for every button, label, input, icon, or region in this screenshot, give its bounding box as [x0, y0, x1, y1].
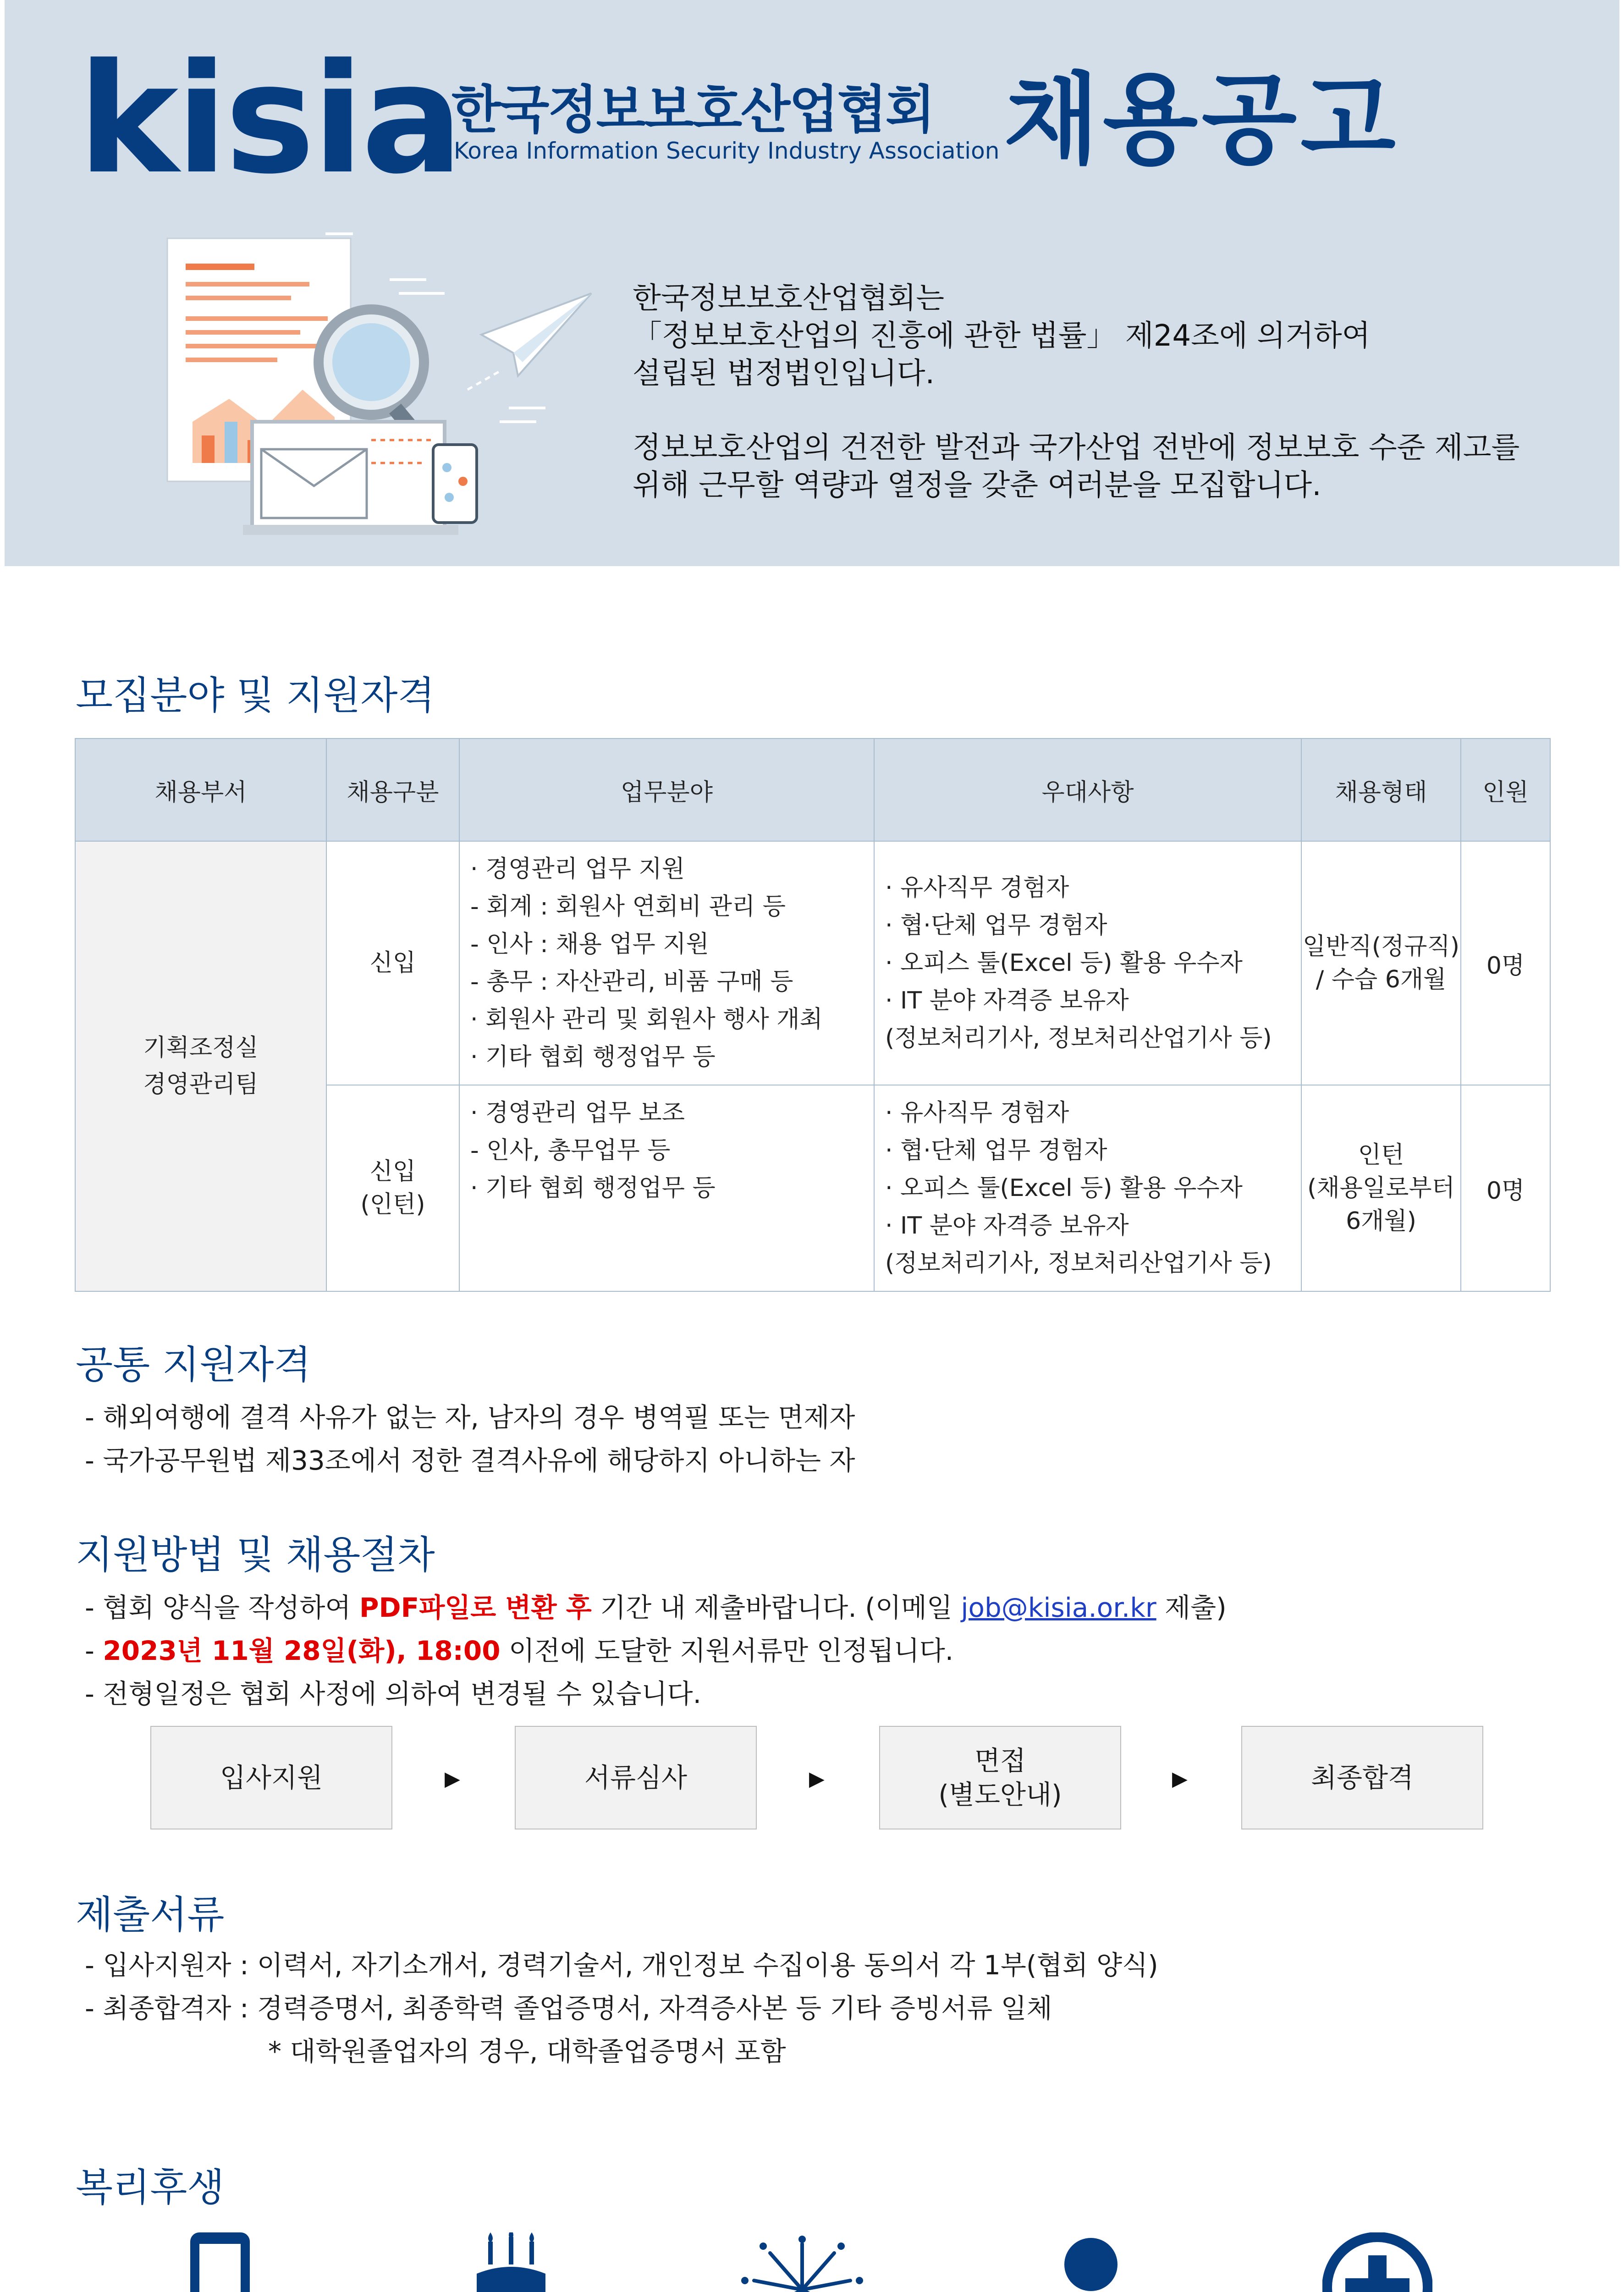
duty-item: · 기타 협회 행정업무 등	[470, 1174, 716, 1202]
health-checkup-cross-icon	[1322, 2232, 1432, 2292]
logo-english-name: Korea Information Security Industry Association	[454, 138, 1000, 164]
form-line: 일반직(정규직)	[1303, 933, 1459, 960]
type-label: 신입	[369, 1158, 416, 1185]
table-header-row	[75, 738, 1550, 841]
team-name: 경영관리팀	[143, 1071, 259, 1098]
deadline-highlight: 2023년 11월 28일(화), 18:00	[103, 1635, 501, 1666]
preference-item: (정보처리기사, 정보처리산업기사 등)	[885, 1250, 1272, 1277]
intro-line: 위해 근무할 역량과 열정을 갖춘 여러분을 모집합니다.	[633, 468, 1321, 502]
duty-item: · 경영관리 업무 보조	[470, 1099, 685, 1127]
table-header: 채용부서	[75, 738, 326, 841]
arrow-right-icon: ▶	[445, 1767, 460, 1791]
list-item	[85, 1629, 1227, 1672]
recruit-table	[75, 738, 1551, 1292]
section-title-recruit: 모집분야 및 지원자격	[76, 673, 435, 718]
preference-item: · IT 분야 자격증 보유자	[885, 1212, 1129, 1240]
list-item: - 전형일정은 협회 사정에 의하여 변경될 수 있습니다.	[85, 1678, 702, 1709]
list-item: - 최종합격자 : 경력증명서, 최종학력 졸업증명서, 자격증사본 등 기타 증빙서류 일체	[85, 1993, 1052, 2024]
intro-line: 「정보보호산업의 진흥에 관한 법률」 제24조에 의거하여	[633, 319, 1371, 353]
common-list	[85, 1396, 855, 1482]
step-interview	[879, 1726, 1121, 1829]
kisia-logo: kisia	[78, 31, 461, 207]
preference-item: · 유사직무 경험자	[885, 874, 1069, 902]
type-cell	[326, 1085, 459, 1291]
form-line: (채용일로부터	[1307, 1174, 1455, 1202]
preference-cell	[874, 841, 1301, 1085]
preference-cell	[874, 1085, 1301, 1291]
intro-text	[633, 280, 1577, 504]
intro-line: 한국정보보호산업협회는	[633, 281, 945, 315]
arrow-right-icon: ▶	[809, 1767, 825, 1791]
section-title-apply: 지원방법 및 채용절차	[76, 1532, 435, 1577]
step-sub-label: (별도안내)	[938, 1779, 1062, 1810]
step-label: 최종합격	[1310, 1762, 1414, 1793]
employment-form-cell	[1301, 841, 1461, 1085]
apply-list	[85, 1586, 1227, 1715]
mobile-phone-icon	[186, 2230, 254, 2292]
list-item: - 국가공무원법 제33조에서 정한 결격사유에 해당하지 아니하는 자	[85, 1445, 855, 1476]
duty-item: - 총무 : 자산관리, 비품 구매 등	[470, 968, 793, 996]
step-final	[1241, 1726, 1483, 1829]
step-label: 면접	[974, 1745, 1026, 1776]
list-item	[85, 1586, 1227, 1629]
preference-item: · 유사직무 경험자	[885, 1099, 1069, 1127]
list-item-note: * 대학원졸업자의 경우, 대학졸업증명서 포함	[268, 2036, 786, 2067]
email-link[interactable]: job@kisia.or.kr	[961, 1592, 1156, 1623]
step-label: 입사지원	[220, 1762, 323, 1793]
step-label: 서류심사	[584, 1762, 688, 1793]
birthday-cake-icon	[468, 2232, 555, 2292]
dept-cell	[75, 841, 326, 1291]
document-illustration-icon	[151, 225, 600, 541]
arrow-right-icon: ▶	[1172, 1767, 1188, 1791]
count-cell: 0명	[1461, 841, 1550, 1085]
text-span: 제출)	[1156, 1592, 1227, 1623]
duty-item: · 기타 협회 행정업무 등	[470, 1043, 716, 1071]
table-header: 인원	[1461, 738, 1550, 841]
page-title: 채용공고	[1004, 62, 1399, 177]
pdf-highlight: PDF파일로 변환 후	[359, 1592, 592, 1623]
duty-item: · 경영관리 업무 지원	[470, 855, 685, 883]
list-item: - 입사지원자 : 이력서, 자기소개서, 경력기술서, 개인정보 수집이용 동의서 각 1부(협회 양식)	[85, 1950, 1158, 1981]
table-header: 우대사항	[874, 738, 1301, 841]
logo-korean-name: 한국정보보호산업협회	[451, 80, 934, 140]
duty-item: · 회원사 관리 및 회원사 행사 개최	[470, 1006, 823, 1033]
list-item: - 해외여행에 결격 사유가 없는 자, 남자의 경우 병역필 또는 면제자	[85, 1402, 855, 1433]
duty-item: - 인사, 총무업무 등	[470, 1137, 671, 1164]
preference-item: · IT 분야 자격증 보유자	[885, 987, 1129, 1014]
text-span: -	[85, 1635, 103, 1666]
preference-item: · 오피스 툴(Excel 등) 활용 우수자	[885, 1174, 1243, 1202]
table-header: 채용형태	[1301, 738, 1461, 841]
form-line: / 수습 6개월	[1316, 966, 1447, 993]
duty-item: - 인사 : 채용 업무 지원	[470, 931, 709, 958]
docs-list	[85, 1944, 1158, 2073]
type-sub-label: (인턴)	[360, 1191, 425, 1218]
duty-item: - 회계 : 회원사 연회비 관리 등	[470, 893, 786, 920]
count-cell: 0명	[1461, 1085, 1550, 1291]
text-span: 기간 내 제출바랍니다. (이메일	[591, 1592, 961, 1623]
form-line: 6개월)	[1346, 1207, 1416, 1235]
text-span: - 협회 양식을 작성하여	[85, 1592, 359, 1623]
form-line: 인턴	[1358, 1141, 1404, 1169]
type-label: 신입	[369, 949, 416, 977]
type-cell	[326, 841, 459, 1085]
employment-form-cell	[1301, 1085, 1461, 1291]
intro-line: 정보보호산업의 건전한 발전과 국가산업 전반에 정보보호 수준 제고를	[633, 431, 1520, 465]
preference-item: · 오피스 툴(Excel 등) 활용 우수자	[885, 949, 1243, 977]
step-apply	[150, 1726, 392, 1829]
table-row	[75, 841, 1550, 1085]
section-title-common: 공통 지원자격	[76, 1342, 311, 1387]
section-title-benefits: 복리후생	[76, 2165, 225, 2210]
table-header: 업무분야	[459, 738, 874, 841]
text-span: 이전에 도달한 지원서류만 인정됩니다.	[500, 1635, 954, 1666]
preference-item: · 협·단체 업무 경험자	[885, 912, 1107, 939]
person-insurance-icon	[1043, 2237, 1139, 2292]
duty-cell	[459, 1085, 874, 1291]
preference-item: · 협·단체 업무 경험자	[885, 1137, 1107, 1164]
step-document-review	[515, 1726, 757, 1829]
dept-name: 기획조정실	[143, 1034, 259, 1062]
table-header: 채용구분	[326, 738, 459, 841]
fireworks-icon	[736, 2235, 869, 2292]
header-banner	[5, 0, 1619, 566]
preference-item: (정보처리기사, 정보처리산업기사 등)	[885, 1025, 1272, 1052]
section-title-docs: 제출서류	[76, 1892, 225, 1937]
duty-cell	[459, 841, 874, 1085]
intro-line: 설립된 법정법인입니다.	[633, 357, 935, 391]
